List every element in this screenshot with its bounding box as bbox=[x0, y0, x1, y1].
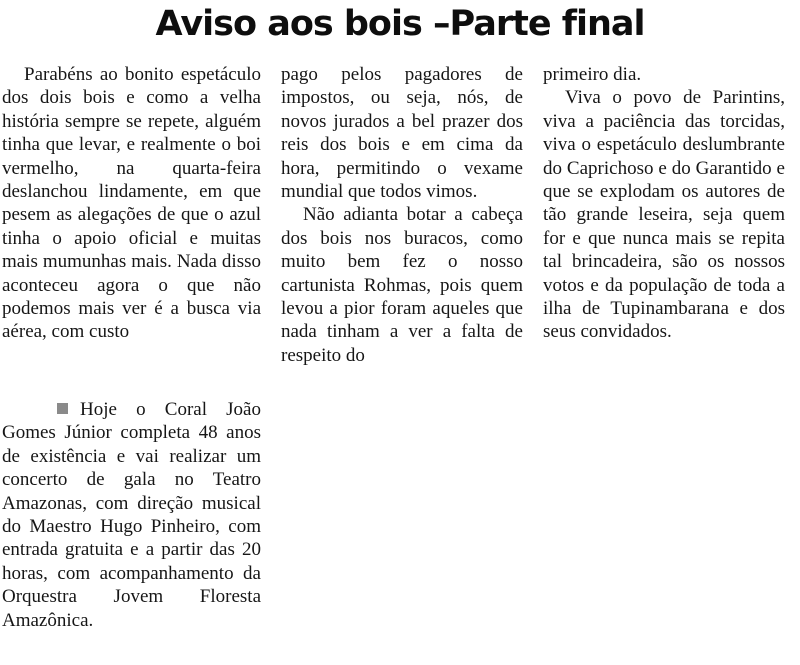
article-column-2 bbox=[281, 63, 523, 367]
article-column-1 bbox=[2, 63, 261, 344]
article-paragraph-1-continued: pago pelos pagadores de impostos, ou seja, nós, de novos jurados a bel prazer dos reis dos bois e em cima da hora, permitindo o vexame mundial que todos vimos. bbox=[281, 64, 523, 203]
article-paragraph-3: Viva o povo de Parintins, viva a paciência das torcidas, viva o espetáculo deslumbrante do Caprichoso e do Garantido e que se explodam os autores de tão grande leseira, seja quem for e que nunca mais se repita tal brincadeira, são os nossos votos e da população de toda a ilha de Tupinambarana e dos seus convidados. bbox=[543, 87, 785, 343]
article-paragraph-2-continued: primeiro dia. bbox=[543, 64, 642, 85]
news-note bbox=[2, 398, 261, 632]
article-column-3 bbox=[543, 63, 785, 344]
article-headline: Aviso aos bois –Parte final bbox=[155, 4, 645, 44]
news-note-text: Hoje o Coral João Gomes Júnior completa 48 anos de existência e vai realizar um concerto de gala no Teatro Amazonas, com direção musical do Maestro Hugo Pinheiro, com entrada gratuita e a partir das 20 horas, com acompanhamento da Orquestra Jovem Floresta Amazônica. bbox=[2, 399, 261, 631]
article-paragraph-1: Parabéns ao bonito espetáculo dos dois bois e como a velha história sempre se repete, alguém tinha que levar, e realmente o boi vermelho, na quarta-feira deslanchou lindamente, em que pesem as alegações de que o azul tinha o apoio oficial e muitas mais mumunhas mais. Nada disso aconteceu agora o que não podemos mais ver é a busca via aérea, com custo bbox=[2, 64, 261, 343]
news-note-paragraph bbox=[2, 398, 261, 632]
article-paragraph-2: Não adianta botar a cabeça dos bois nos buracos, como muito bem fez o nosso cartunista Rohmas, pois quem levou a pior foram aqueles que nada tinham a ver a falta de respeito do bbox=[281, 204, 523, 366]
square-bullet-icon bbox=[57, 403, 68, 414]
